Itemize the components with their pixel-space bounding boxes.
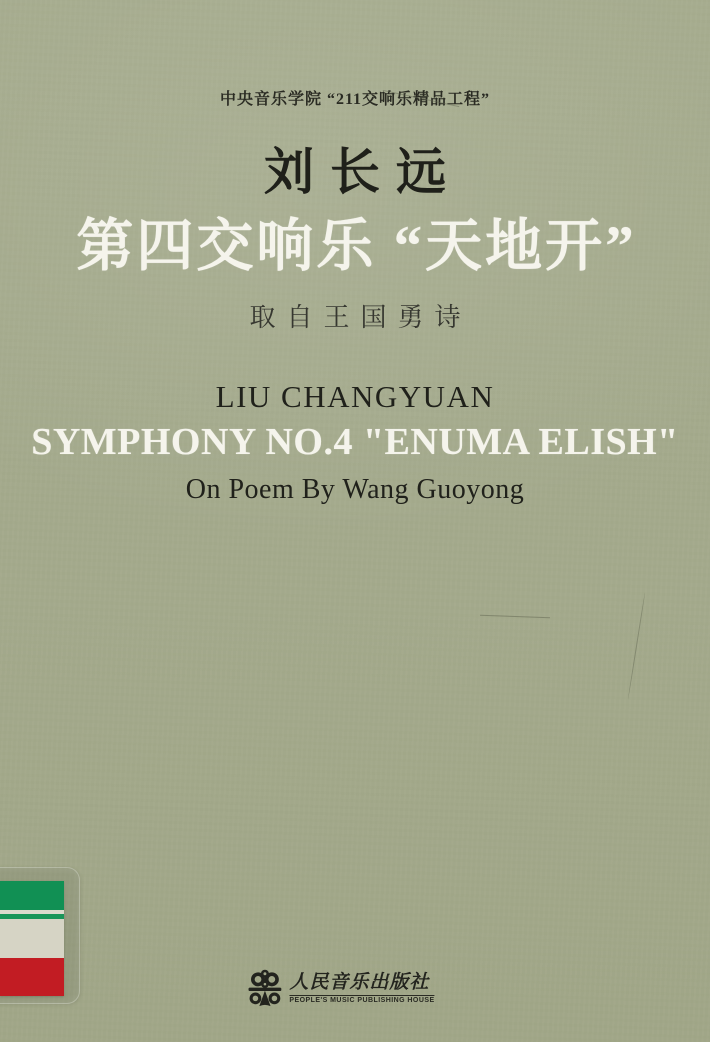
publisher-divider-rule (289, 995, 434, 997)
publisher-name-english: PEOPLE'S MUSIC PUBLISHING HOUSE (289, 997, 435, 1005)
poem-credit-chinese: 取自王国勇诗 (249, 303, 472, 332)
composer-name-english: LIU CHANGYUAN (215, 379, 495, 414)
publisher-imprint (247, 969, 434, 1007)
poem-credit-english: On Poem By Wang Guoyong (185, 474, 525, 505)
transparent-tape-overlay (0, 867, 80, 1004)
composer-name-chinese: 刘长远 (264, 144, 462, 200)
program-label: 中央音乐学院 “211交响乐精品工程” (219, 91, 491, 108)
symphony-title-english: SYMPHONY NO.4 "ENUMA ELISH" (31, 421, 679, 463)
symphony-title-chinese: 第四交响乐 “天地开” (76, 215, 637, 278)
paper-crease (480, 615, 550, 618)
publisher-name-chinese: 人民音乐出版社 (289, 971, 430, 993)
music-emblem-icon (247, 969, 282, 1007)
paper-crease (628, 593, 646, 700)
